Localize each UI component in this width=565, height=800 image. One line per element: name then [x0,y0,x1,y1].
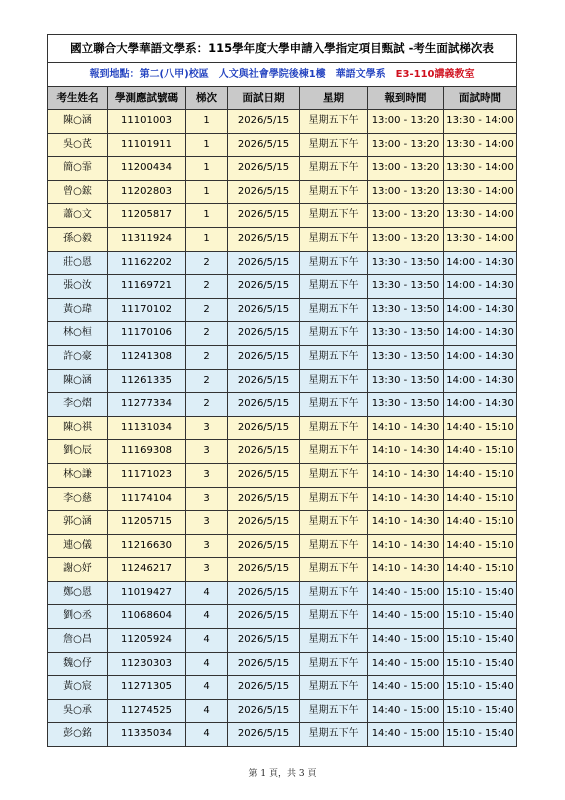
table-row [48,440,517,464]
cell-weekday: 星期五下午 [300,180,368,204]
cell-checkin-time: 14:10 - 14:30 [368,463,444,487]
table-row [48,652,517,676]
cell-name: 陳○涵 [48,110,108,134]
cell-name: 林○謙 [48,463,108,487]
cell-date: 2026/5/15 [228,416,300,440]
cell-interview-time: 14:40 - 15:10 [444,487,517,511]
cell-checkin-time: 14:10 - 14:30 [368,534,444,558]
table-row [48,463,517,487]
cell-interview-time: 14:40 - 15:10 [444,558,517,582]
cell-date: 2026/5/15 [228,605,300,629]
cell-exam-id: 11241308 [108,345,186,369]
cell-checkin-time: 14:40 - 15:00 [368,581,444,605]
cell-interview-time: 13:30 - 14:00 [444,133,517,157]
col-header-interview-time: 面試時間 [444,87,517,110]
cell-batch: 3 [186,463,228,487]
title-row [48,35,517,63]
cell-weekday: 星期五下午 [300,133,368,157]
cell-exam-id: 11274525 [108,699,186,723]
cell-date: 2026/5/15 [228,511,300,535]
cell-date: 2026/5/15 [228,275,300,299]
cell-checkin-time: 14:40 - 15:00 [368,629,444,653]
table-row [48,487,517,511]
cell-weekday: 星期五下午 [300,393,368,417]
cell-checkin-time: 13:30 - 13:50 [368,393,444,417]
cell-exam-id: 11169308 [108,440,186,464]
cell-batch: 2 [186,322,228,346]
cell-batch: 2 [186,345,228,369]
cell-batch: 4 [186,676,228,700]
cell-interview-time: 14:00 - 14:30 [444,275,517,299]
cell-name: 曾○鋐 [48,180,108,204]
cell-weekday: 星期五下午 [300,369,368,393]
table-row [48,581,517,605]
cell-interview-time: 14:00 - 14:30 [444,393,517,417]
cell-exam-id: 11230303 [108,652,186,676]
cell-name: 莊○恩 [48,251,108,275]
cell-date: 2026/5/15 [228,440,300,464]
cell-exam-id: 11170106 [108,322,186,346]
cell-weekday: 星期五下午 [300,110,368,134]
cell-weekday: 星期五下午 [300,652,368,676]
cell-date: 2026/5/15 [228,251,300,275]
col-header-checkin-time: 報到時間 [368,87,444,110]
cell-batch: 2 [186,393,228,417]
cell-exam-id: 11170102 [108,298,186,322]
cell-checkin-time: 13:30 - 13:50 [368,369,444,393]
cell-weekday: 星期五下午 [300,440,368,464]
cell-batch: 3 [186,534,228,558]
cell-interview-time: 15:10 - 15:40 [444,629,517,653]
table-row [48,393,517,417]
cell-exam-id: 11101003 [108,110,186,134]
cell-exam-id: 11019427 [108,581,186,605]
cell-date: 2026/5/15 [228,322,300,346]
cell-checkin-time: 13:30 - 13:50 [368,275,444,299]
cell-weekday: 星期五下午 [300,629,368,653]
col-header-name: 考生姓名 [48,87,108,110]
cell-date: 2026/5/15 [228,133,300,157]
table-row [48,605,517,629]
cell-checkin-time: 14:40 - 15:00 [368,699,444,723]
cell-weekday: 星期五下午 [300,322,368,346]
interview-schedule-table [47,34,517,747]
cell-interview-time: 15:10 - 15:40 [444,676,517,700]
cell-interview-time: 13:30 - 14:00 [444,110,517,134]
cell-batch: 3 [186,487,228,511]
cell-weekday: 星期五下午 [300,723,368,747]
cell-date: 2026/5/15 [228,534,300,558]
cell-checkin-time: 14:10 - 14:30 [368,440,444,464]
cell-batch: 2 [186,275,228,299]
cell-date: 2026/5/15 [228,345,300,369]
cell-interview-time: 14:40 - 15:10 [444,440,517,464]
table-row [48,227,517,251]
cell-checkin-time: 14:40 - 15:00 [368,605,444,629]
cell-weekday: 星期五下午 [300,676,368,700]
cell-batch: 3 [186,511,228,535]
cell-interview-time: 14:40 - 15:10 [444,511,517,535]
cell-weekday: 星期五下午 [300,416,368,440]
cell-batch: 2 [186,298,228,322]
cell-checkin-time: 13:00 - 13:20 [368,204,444,228]
cell-interview-time: 14:40 - 15:10 [444,463,517,487]
cell-interview-time: 13:30 - 14:00 [444,180,517,204]
cell-weekday: 星期五下午 [300,275,368,299]
cell-interview-time: 13:30 - 14:00 [444,157,517,181]
location-room: E3-110講義教室 [395,69,475,80]
table-row [48,369,517,393]
cell-exam-id: 11261335 [108,369,186,393]
cell-date: 2026/5/15 [228,487,300,511]
cell-name: 連○儀 [48,534,108,558]
location-row [48,63,517,87]
cell-exam-id: 11205924 [108,629,186,653]
col-header-date: 面試日期 [228,87,300,110]
cell-batch: 2 [186,369,228,393]
cell-date: 2026/5/15 [228,393,300,417]
cell-exam-id: 11271305 [108,676,186,700]
cell-name: 謝○妤 [48,558,108,582]
cell-exam-id: 11216630 [108,534,186,558]
cell-interview-time: 13:30 - 14:00 [444,227,517,251]
cell-name: 林○桓 [48,322,108,346]
cell-exam-id: 11202803 [108,180,186,204]
cell-checkin-time: 13:30 - 13:50 [368,345,444,369]
cell-name: 陳○祺 [48,416,108,440]
table-row [48,133,517,157]
table-row [48,699,517,723]
cell-name: 蕭○文 [48,204,108,228]
cell-name: 吳○承 [48,699,108,723]
cell-date: 2026/5/15 [228,298,300,322]
cell-exam-id: 11131034 [108,416,186,440]
cell-interview-time: 14:00 - 14:30 [444,369,517,393]
cell-batch: 3 [186,416,228,440]
cell-weekday: 星期五下午 [300,699,368,723]
cell-date: 2026/5/15 [228,463,300,487]
cell-weekday: 星期五下午 [300,558,368,582]
cell-interview-time: 15:10 - 15:40 [444,699,517,723]
cell-batch: 1 [186,133,228,157]
cell-batch: 2 [186,251,228,275]
col-header-exam-id: 學測應試號碼 [108,87,186,110]
table-row [48,416,517,440]
cell-name: 李○慈 [48,487,108,511]
cell-interview-time: 14:00 - 14:30 [444,322,517,346]
location-label: 報到地點： [89,69,140,80]
header-row [48,87,517,110]
cell-checkin-time: 14:10 - 14:30 [368,487,444,511]
cell-checkin-time: 14:40 - 15:00 [368,723,444,747]
cell-batch: 4 [186,629,228,653]
table-row [48,345,517,369]
cell-exam-id: 11200434 [108,157,186,181]
table-row [48,511,517,535]
cell-name: 李○熠 [48,393,108,417]
table-row [48,204,517,228]
cell-interview-time: 15:10 - 15:40 [444,581,517,605]
cell-date: 2026/5/15 [228,629,300,653]
cell-exam-id: 11169721 [108,275,186,299]
table-row [48,558,517,582]
cell-date: 2026/5/15 [228,227,300,251]
cell-date: 2026/5/15 [228,369,300,393]
cell-exam-id: 11205817 [108,204,186,228]
cell-date: 2026/5/15 [228,204,300,228]
cell-date: 2026/5/15 [228,699,300,723]
cell-interview-time: 14:00 - 14:30 [444,251,517,275]
cell-name: 詹○昌 [48,629,108,653]
cell-name: 黃○宸 [48,676,108,700]
col-header-batch: 梯次 [186,87,228,110]
cell-date: 2026/5/15 [228,581,300,605]
cell-weekday: 星期五下午 [300,298,368,322]
cell-name: 彭○銘 [48,723,108,747]
cell-date: 2026/5/15 [228,676,300,700]
cell-weekday: 星期五下午 [300,463,368,487]
cell-name: 魏○伃 [48,652,108,676]
table-row [48,298,517,322]
cell-weekday: 星期五下午 [300,487,368,511]
table-row [48,676,517,700]
cell-date: 2026/5/15 [228,558,300,582]
cell-checkin-time: 13:00 - 13:20 [368,110,444,134]
cell-interview-time: 14:40 - 15:10 [444,534,517,558]
cell-name: 黃○瑋 [48,298,108,322]
table-row [48,322,517,346]
cell-checkin-time: 14:10 - 14:30 [368,511,444,535]
cell-name: 許○豪 [48,345,108,369]
cell-weekday: 星期五下午 [300,345,368,369]
cell-date: 2026/5/15 [228,157,300,181]
cell-interview-time: 13:30 - 14:00 [444,204,517,228]
location-value: 第二(八甲)校區 人文與社會學院後棟1樓 華語文學系 [139,69,386,80]
cell-checkin-time: 13:00 - 13:20 [368,180,444,204]
cell-exam-id: 11101911 [108,133,186,157]
cell-exam-id: 11174104 [108,487,186,511]
cell-name: 劉○辰 [48,440,108,464]
cell-batch: 4 [186,605,228,629]
table-row [48,275,517,299]
cell-interview-time: 15:10 - 15:40 [444,605,517,629]
cell-checkin-time: 13:00 - 13:20 [368,157,444,181]
cell-batch: 1 [186,204,228,228]
table-row [48,723,517,747]
cell-exam-id: 11311924 [108,227,186,251]
cell-weekday: 星期五下午 [300,204,368,228]
cell-checkin-time: 14:10 - 14:30 [368,416,444,440]
cell-batch: 1 [186,180,228,204]
cell-batch: 1 [186,157,228,181]
cell-weekday: 星期五下午 [300,157,368,181]
schedule-sheet [47,34,516,747]
cell-checkin-time: 14:40 - 15:00 [368,652,444,676]
col-header-weekday: 星期 [300,87,368,110]
page-footer: 第 1 頁，共 3 頁 [248,769,317,779]
cell-checkin-time: 14:40 - 15:00 [368,676,444,700]
cell-date: 2026/5/15 [228,652,300,676]
cell-batch: 1 [186,110,228,134]
table-row [48,251,517,275]
cell-batch: 4 [186,723,228,747]
cell-exam-id: 11246217 [108,558,186,582]
cell-weekday: 星期五下午 [300,251,368,275]
cell-exam-id: 11171023 [108,463,186,487]
cell-batch: 4 [186,652,228,676]
cell-weekday: 星期五下午 [300,227,368,251]
cell-name: 鄭○恩 [48,581,108,605]
cell-interview-time: 14:00 - 14:30 [444,345,517,369]
cell-batch: 4 [186,581,228,605]
cell-interview-time: 15:10 - 15:40 [444,652,517,676]
cell-date: 2026/5/15 [228,180,300,204]
cell-checkin-time: 13:30 - 13:50 [368,298,444,322]
cell-batch: 1 [186,227,228,251]
cell-exam-id: 11335034 [108,723,186,747]
document-title: 國立聯合大學華語文學系：115學年度大學申請入學指定項目甄試 -考生面試梯次表 [48,35,517,63]
table-row [48,629,517,653]
cell-checkin-time: 13:30 - 13:50 [368,322,444,346]
table-row [48,180,517,204]
cell-interview-time: 14:00 - 14:30 [444,298,517,322]
cell-name: 劉○丞 [48,605,108,629]
cell-checkin-time: 13:00 - 13:20 [368,133,444,157]
cell-name: 吳○芪 [48,133,108,157]
cell-batch: 3 [186,558,228,582]
cell-exam-id: 11068604 [108,605,186,629]
cell-checkin-time: 13:00 - 13:20 [368,227,444,251]
cell-weekday: 星期五下午 [300,511,368,535]
table-row [48,157,517,181]
cell-date: 2026/5/15 [228,723,300,747]
cell-weekday: 星期五下午 [300,581,368,605]
table-row [48,110,517,134]
cell-batch: 3 [186,440,228,464]
cell-exam-id: 11277334 [108,393,186,417]
cell-name: 張○汝 [48,275,108,299]
cell-name: 孫○毅 [48,227,108,251]
cell-exam-id: 11162202 [108,251,186,275]
cell-checkin-time: 14:10 - 14:30 [368,558,444,582]
cell-batch: 4 [186,699,228,723]
cell-name: 郭○涵 [48,511,108,535]
cell-name: 簡○霏 [48,157,108,181]
cell-checkin-time: 13:30 - 13:50 [368,251,444,275]
table-row [48,534,517,558]
cell-exam-id: 11205715 [108,511,186,535]
cell-name: 陳○涵 [48,369,108,393]
cell-interview-time: 15:10 - 15:40 [444,723,517,747]
cell-weekday: 星期五下午 [300,605,368,629]
cell-date: 2026/5/15 [228,110,300,134]
cell-weekday: 星期五下午 [300,534,368,558]
cell-interview-time: 14:40 - 15:10 [444,416,517,440]
